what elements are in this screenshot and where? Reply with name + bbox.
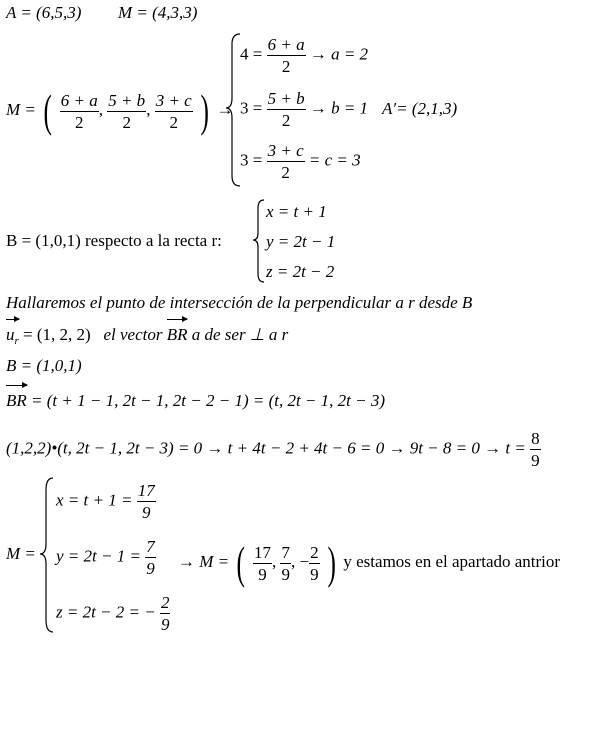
param-z: z = 2t − 2 (266, 262, 335, 281)
equation-b: 3 = $\frac{5 + b}{2}$ → b = 1 (240, 89, 369, 130)
M-x: x = t + 1 = $\frac{17}{9}$ (56, 481, 155, 522)
conclusion-text: y estamos en el apartado antrior (343, 551, 561, 571)
vector-BR-line: BR = (t + 1 − 1, 2t − 1, 2t − 2 − 1) = (t, 2t − 1, 2t − 3) (6, 392, 385, 409)
M-result: → M = ( $\frac{17}{9}$ , $\frac{7}{9}$ , − $\frac{2}{9}$ ) y estamos en el apartado antrior (178, 537, 561, 588)
fraction-z: $\frac{3 + c}{2}$ (155, 90, 192, 132)
brace-block2 (253, 200, 264, 282)
line-r-intro: B = (1,0,1) respecto a la recta r: (6, 231, 222, 250)
vector-u: $u_r$ (6, 326, 19, 347)
M-z: z = 2t − 2 = − $\frac{2}{9}$ (56, 593, 170, 634)
dot-product-line: (1,2,2)•(t, 2t − 1, 2t − 3) = 0 → t + 4t − 2 + 4t − 6 = 0 → 9t − 8 = 0 → t = $\frac{8}{9}$ (6, 429, 540, 470)
fraction-y: $\frac{5 + b}{2}$ (108, 90, 146, 132)
midpoint-expression: M = ( $\frac{6 + a}{2}$ , $\frac{5 + b}{2}$ , $\frac{3 + c}{2}$ ) → (6, 85, 234, 136)
param-x: x = t + 1 (266, 202, 327, 221)
M-lhs: M = (6, 544, 36, 563)
equation-a: 4 = $\frac{6 + a}{2}$ → a = 2 (240, 35, 369, 76)
direction-vector-line: $u_r = (1$, 2, 2) el vector BR a de ser ⊥ a r (6, 326, 288, 347)
point-M-definition: M = (4,3,3) (118, 3, 198, 22)
param-y: y = 2t − 1 (266, 232, 336, 251)
a-prime-result: A′= (2,1,3) (382, 99, 458, 118)
fraction-x: $\frac{6 + a}{2}$ (60, 90, 98, 132)
brace-block3 (40, 478, 53, 632)
implies-arrow: → (216, 99, 234, 119)
midpoint-lhs: M = (6, 99, 36, 119)
point-A-definition: A = (6,5,3) (6, 3, 82, 22)
vector-BR: BR (167, 326, 188, 343)
explanation-text: Hallaremos el punto de intersección de la perpendicular a r desde B (6, 293, 473, 312)
point-B: B = (1,0,1) (6, 356, 82, 375)
vector-BR-2: BR (6, 392, 27, 409)
M-y: y = 2t − 1 = $\frac{7}{9}$ (56, 537, 155, 578)
equation-c: 3 = $\frac{3 + c}{2}$ = c = 3 (240, 141, 361, 182)
left-paren: ( (43, 85, 53, 136)
right-paren: ) (200, 85, 209, 136)
